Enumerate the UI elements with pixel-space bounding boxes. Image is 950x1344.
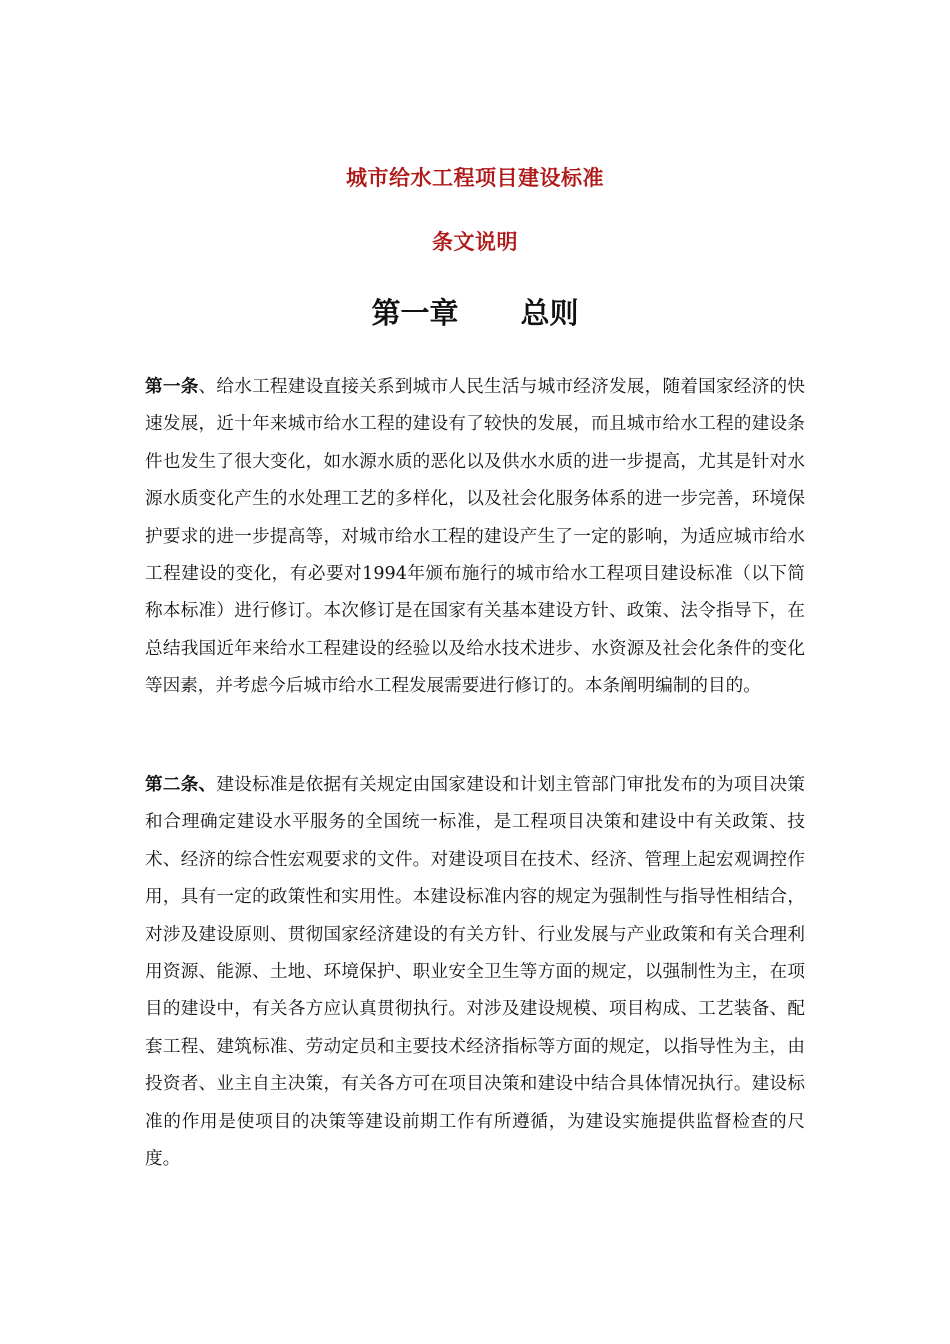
- article-1-text: 、给水工程建设直接关系到城市人民生活与城市经济发展，随着国家经济的快速发展，近十年来城市给水工程的建设有了较快的发展，而且城市给水工程的建设条件也发生了很大变化，如水源水质的恶化以及供水水质的进一步提高，尤其是针对水源水质变化产生的水处理工艺的多样化，以及社会化服务体系的进一步完善，环境保护要求的进一步提高等，对城市给水工程的建设产生了一定的影响，为适应城市给水工程建设的变化，有必要对1994年颁布施行的城市给水工程项目建设标准（以下简称本标准）进行修订。本次修订是在国家有关基本建设方针、政策、法令指导下，在总结我国近年来给水工程建设的经验以及给水技术进步、水资源及社会化条件的变化等因素，并考虑今后城市给水工程发展需要进行修订的。本条阐明编制的目的。: [145, 377, 805, 697]
- chapter-number: 第一章: [371, 296, 459, 330]
- chapter-heading: [0, 291, 950, 332]
- article-2: [145, 766, 805, 1178]
- article-1-lead: 第一条: [145, 376, 199, 397]
- document-title: 城市给水工程项目建设标准: [346, 165, 604, 190]
- article-2-text: 建设标准是依据有关规定由国家建设和计划主管部门审批发布的为项目决策和合理确定建设水平服务的全国统一标准，是工程项目决策和建设中有关政策、技术、经济的综合性宏观要求的文件。对建设项目在技术、经济、管理上起宏观调控作用，具有一定的政策性和实用性。本建设标准内容的规定为强制性与指导性相结合，对涉及建设原则、贯彻国家经济建设的有关方针、行业发展与产业政策和有关合理利用资源、能源、土地、环境保护、职业安全卫生等方面的规定，以强制性为主，在项目的建设中，有关各方应认真贯彻执行。对涉及建设规模、项目构成、工艺装备、配套工程、建筑标准、劳动定员和主要技术经济指标等方面的规定，以指导性为主，由投资者、业主自主决策，有关各方可在项目决策和建设中结合具体情况执行。建设标准的作用是使项目的决策等建设前期工作有所遵循，为建设实施提供监督检查的尺度。: [145, 775, 805, 1170]
- document-subtitle: 条文说明: [432, 229, 518, 254]
- article-1: [145, 368, 805, 706]
- chapter-name: 总则: [520, 296, 579, 330]
- article-2-lead: 第二条、: [145, 774, 217, 795]
